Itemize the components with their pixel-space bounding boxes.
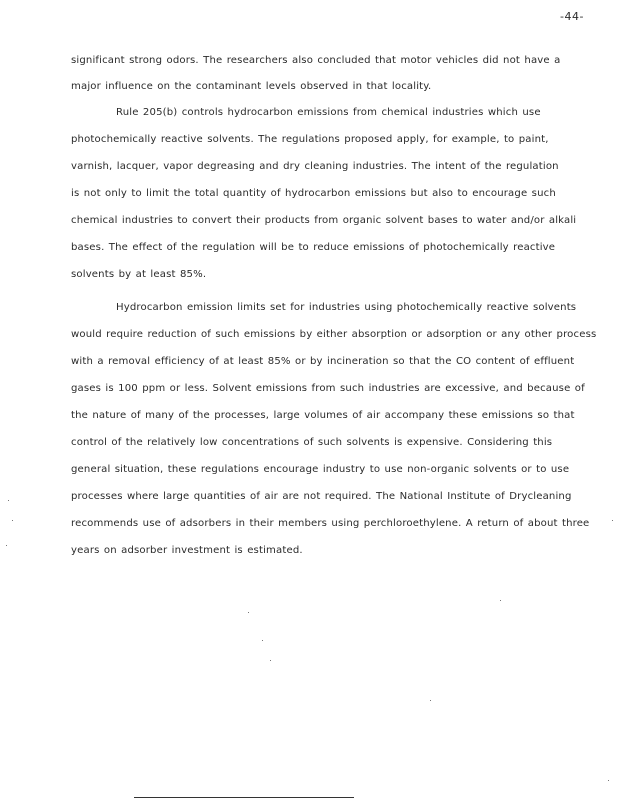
text-line: would require reduction of such emissions by either absorption or adsorption or any other process: [71, 329, 597, 340]
scan-speck: [612, 520, 613, 521]
scan-speck: [500, 600, 501, 601]
text-line: processes where large quantities of air are not required. The National Institute of Drycleaning: [71, 491, 572, 502]
scan-speck: [262, 640, 263, 641]
scan-speck: [248, 612, 249, 613]
scan-speck: [6, 545, 7, 546]
scan-speck: [608, 780, 609, 781]
text-line: years on adsorber investment is estimated.: [71, 545, 303, 556]
text-line: solvents by at least 85%.: [71, 269, 207, 280]
text-line: significant strong odors. The researchers also concluded that motor vehicles did not have a: [71, 55, 561, 66]
scan-speck: [12, 520, 13, 521]
text-line: Hydrocarbon emission limits set for industries using photochemically reactive solvents: [116, 302, 577, 313]
footnote-rule: [134, 797, 354, 798]
text-line: chemical industries to convert their products from organic solvent bases to water and/or alkali: [71, 215, 577, 226]
text-line: general situation, these regulations encourage industry to use non-organic solvents or to use: [71, 464, 570, 475]
text-line: gases is 100 ppm or less. Solvent emissions from such industries are excessive, and because of: [71, 383, 585, 394]
text-line: Rule 205(b) controls hydrocarbon emissions from chemical industries which use: [116, 107, 541, 118]
page-number: -44-: [560, 10, 584, 23]
text-line: control of the relatively low concentrations of such solvents is expensive. Considering this: [71, 437, 553, 448]
text-line: photochemically reactive solvents. The regulations proposed apply, for example, to paint,: [71, 134, 549, 145]
text-line: the nature of many of the processes, large volumes of air accompany these emissions so that: [71, 410, 575, 421]
scan-speck: [430, 700, 431, 701]
scan-speck: [270, 660, 271, 661]
text-line: with a removal efficiency of at least 85% or by incineration so that the CO content of effluent: [71, 356, 575, 367]
text-line: major influence on the contaminant levels observed in that locality.: [71, 81, 432, 92]
text-line: bases. The effect of the regulation will be to reduce emissions of photochemically reactive: [71, 242, 556, 253]
text-line: recommends use of adsorbers in their members using perchloroethylene. A return of about three: [71, 518, 590, 529]
text-line: varnish, lacquer, vapor degreasing and dry cleaning industries. The intent of the regulation: [71, 161, 559, 172]
text-line: is not only to limit the total quantity of hydrocarbon emissions but also to encourage such: [71, 188, 556, 199]
scan-speck: [8, 500, 9, 501]
